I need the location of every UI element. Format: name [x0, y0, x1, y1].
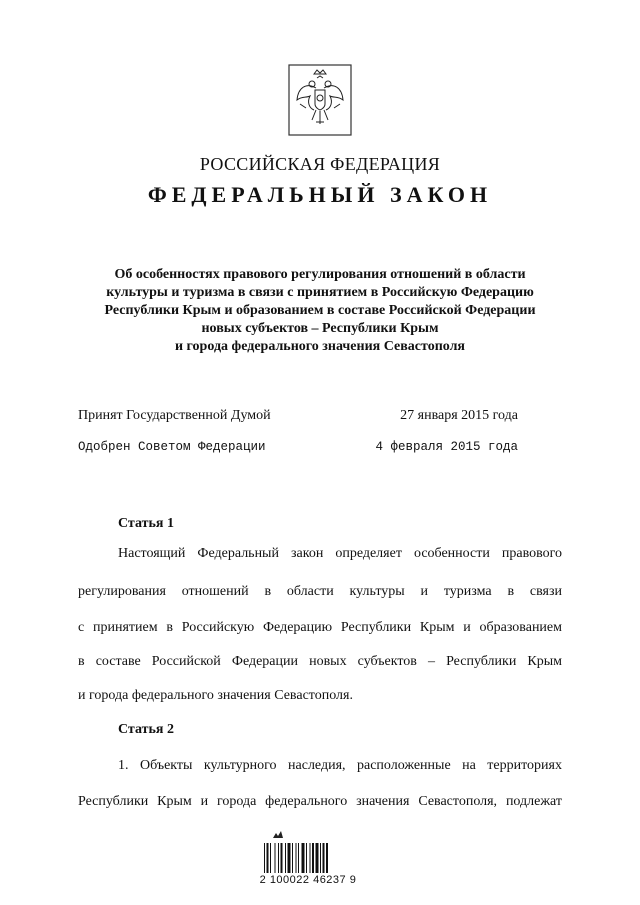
barcode-bar — [264, 843, 265, 873]
barcode-bar — [306, 843, 307, 873]
barcode-bar — [296, 843, 297, 873]
article-1-heading: Статья 1 — [118, 516, 174, 531]
barcode-bar — [285, 843, 286, 873]
barcode-bar — [275, 843, 276, 873]
article-1-line: регулирования отношений в области культуры и туризма в связи — [78, 584, 562, 599]
barcode-bar — [298, 843, 299, 873]
title-line: культуры и туризма в связи с принятием в Российскую Федерацию — [106, 285, 534, 300]
barcode-bar — [278, 843, 279, 873]
council-date: 4 февраля 2015 года — [375, 440, 518, 454]
barcode-bar — [312, 843, 314, 873]
duma-date: 27 января 2015 года — [400, 408, 518, 423]
coat-of-arms-icon — [288, 64, 352, 136]
barcode-bar — [326, 843, 328, 873]
barcode-bar — [320, 843, 321, 873]
duma-label: Принят Государственной Думой — [78, 408, 271, 423]
council-label: Одобрен Советом Федерации — [78, 440, 266, 454]
title-line: Республики Крым и образованием в составе Российской Федерации — [104, 303, 536, 318]
article-1-line: Настоящий Федеральный закон определяет особенности правового — [118, 546, 562, 561]
barcode-bar — [281, 843, 283, 873]
article-1-line: в составе Российской Федерации новых субъектов – Республики Крым — [78, 654, 562, 669]
article-2-line: Республики Крым и города федерального значения Севастополя, подлежат — [78, 794, 562, 809]
title-line: Об особенностях правового регулирования отношений в области — [114, 267, 526, 282]
law-type-heading: ФЕДЕРАЛЬНЫЙ ЗАКОН — [147, 182, 493, 207]
barcode-bar — [267, 843, 269, 873]
title-line: новых субъектов – Республики Крым — [201, 321, 439, 336]
article-1-line: и города федерального значения Севастополя. — [78, 688, 353, 703]
law-title — [60, 266, 580, 356]
barcode-bar — [302, 843, 305, 873]
barcode-bar — [323, 843, 325, 873]
barcode-bar — [288, 843, 291, 873]
barcode-bar — [310, 843, 311, 873]
barcode-number: 2 100022 46237 9 — [259, 874, 357, 886]
article-1-line: с принятием в Российскую Федерацию Республики Крым и образованием — [78, 620, 562, 635]
article-2-heading: Статья 2 — [118, 722, 174, 737]
country-name: РОССИЙСКАЯ ФЕДЕРАЦИЯ — [199, 154, 441, 174]
scan-mark-icon — [272, 830, 284, 840]
barcode-bar — [316, 843, 319, 873]
title-line: и города федерального значения Севастополя — [174, 339, 465, 354]
article-2-line: 1. Объекты культурного наследия, расположенные на территориях — [118, 758, 562, 773]
barcode-bar — [270, 843, 271, 873]
barcode-bar — [292, 843, 293, 873]
barcode — [258, 830, 357, 890]
barcode-icon — [264, 843, 350, 873]
